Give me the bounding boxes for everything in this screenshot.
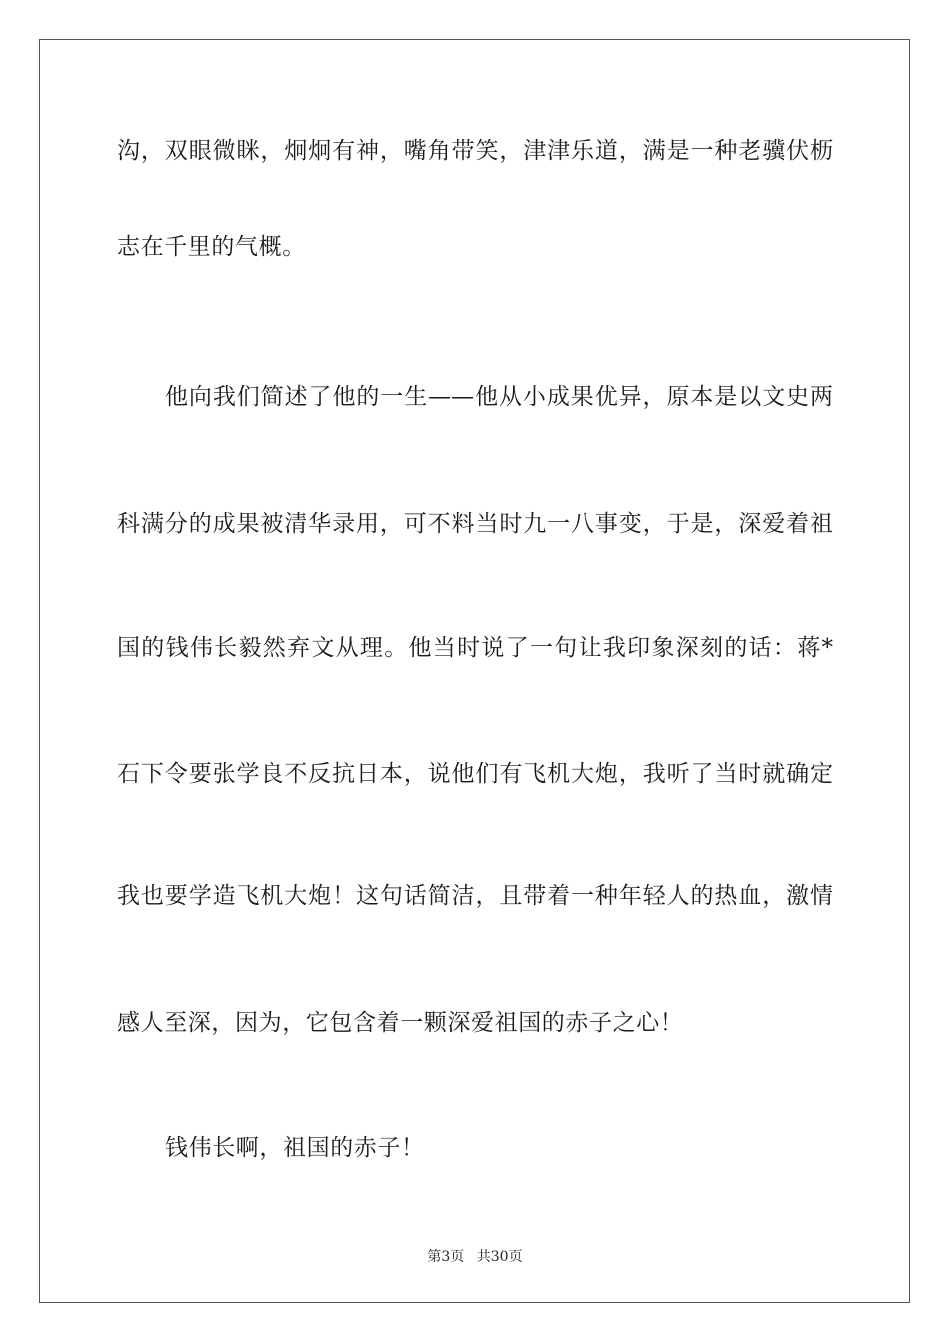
text-line-1: 沟，双眼微眯，炯炯有神，嘴角带笑，津津乐道，满是一种老骥伏枥	[117, 138, 833, 164]
text-line-2: 志在千里的气概。	[117, 234, 306, 260]
page-number: 第3页	[427, 1249, 465, 1265]
page-border	[39, 39, 910, 1303]
text-line-8: 感人至深，因为，它包含着一颗深爱祖国的赤子之心！	[117, 1010, 684, 1036]
text-line-5: 国的钱伟长毅然弃文从理。他当时说了一句让我印象深刻的话：蒋*	[117, 635, 833, 661]
text-line-7: 我也要学造飞机大炮！这句话简洁，且带着一种年轻人的热血，激情	[117, 883, 833, 909]
page-footer	[0, 1248, 950, 1266]
text-line-4: 科满分的成果被清华录用，可不料当时九一八事变，于是，深爱着祖	[117, 511, 833, 537]
text-line-6: 石下令要张学良不反抗日本，说他们有飞机大炮，我听了当时就确定	[117, 761, 833, 787]
page-total: 共30页	[476, 1249, 523, 1265]
text-line-3: 他向我们简述了他的一生——他从小成果优异，原本是以文史两	[165, 384, 833, 410]
text-line-9: 钱伟长啊，祖国的赤子！	[165, 1135, 425, 1161]
